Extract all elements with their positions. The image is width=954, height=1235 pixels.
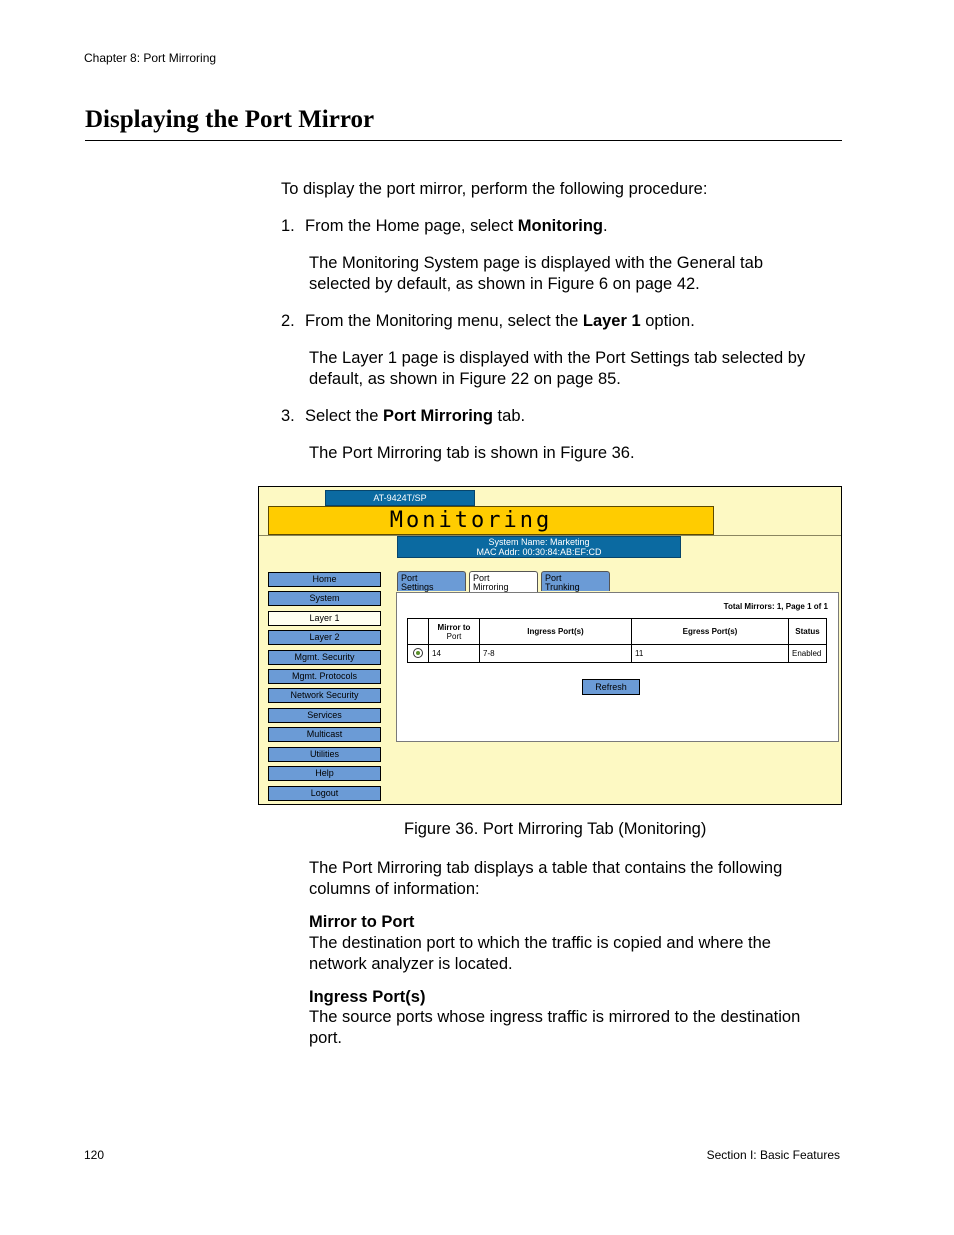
step-1 (281, 216, 608, 237)
tab-label: Port (401, 573, 418, 583)
step-text: Select the (305, 407, 383, 425)
nav-home-button[interactable]: Home (268, 572, 381, 587)
table-row (408, 645, 827, 663)
definition-line: The destination port to which the traffic is copied and where the (309, 934, 771, 952)
definition-line: The source ports whose ingress traffic is mirrored to the destination (309, 1008, 801, 1026)
step-bold: Layer 1 (582, 312, 641, 330)
system-info (397, 536, 681, 558)
nav-network-security-button[interactable]: Network Security (268, 688, 381, 703)
nav-mgmt-protocols-button[interactable]: Mgmt. Protocols (268, 669, 381, 684)
mirror-cell: 14 (429, 645, 480, 663)
step-2-note (309, 348, 805, 390)
mirror-column-header (429, 619, 480, 645)
definition-term: Mirror to Port (309, 913, 415, 931)
section-title: Displaying the Port Mirror (85, 106, 375, 133)
step-text-end: . (603, 217, 608, 235)
nav-multicast-button[interactable]: Multicast (268, 727, 381, 742)
select-cell (408, 645, 429, 663)
page-number: 120 (84, 1148, 105, 1162)
step-bold: Monitoring (517, 217, 603, 235)
ingress-column-header: Ingress Port(s) (480, 619, 632, 645)
step-number: 2. (281, 312, 295, 330)
intro-text: To display the port mirror, perform the following procedure: (281, 180, 708, 198)
tab-label: Trunking (545, 582, 580, 592)
nav-help-button[interactable]: Help (268, 766, 381, 781)
nav-logout-button[interactable]: Logout (268, 786, 381, 801)
header-text: Port (446, 631, 462, 641)
status-column-header: Status (789, 619, 827, 645)
definition-text (309, 933, 771, 975)
step-text-end: option. (640, 312, 695, 330)
definition-line: port. (309, 1029, 343, 1047)
step-text: From the Monitoring menu, select the (305, 312, 583, 330)
description-line: columns of information: (309, 880, 480, 898)
step-2 (281, 311, 695, 332)
step-text: From the Home page, select (305, 217, 518, 235)
step-bold: Port Mirroring (382, 407, 493, 425)
refresh-button[interactable]: Refresh (582, 679, 640, 695)
nav-layer1-button[interactable]: Layer 1 (268, 611, 381, 626)
note-line: The Layer 1 page is displayed with the Port Settings tab selected by (309, 349, 806, 367)
nav-layer2-button[interactable]: Layer 2 (268, 630, 381, 645)
definition-line: network analyzer is located. (309, 955, 513, 973)
port-mirror-panel (396, 592, 839, 742)
title-rule (85, 140, 842, 141)
mac-address: MAC Addr: 00:30:84:AB:EF:CD (476, 547, 602, 557)
figure-caption: Figure 36. Port Mirroring Tab (Monitoring) (404, 820, 707, 838)
step-text-end: tab. (492, 407, 526, 425)
egress-column-header: Egress Port(s) (632, 619, 789, 645)
tab-port-trunking[interactable] (541, 571, 610, 591)
select-column-header (408, 619, 429, 645)
egress-cell: 11 (632, 645, 789, 663)
header-text: Mirror to (437, 622, 471, 632)
monitoring-banner (268, 506, 714, 535)
tab-label: Settings (401, 582, 434, 592)
nav-utilities-button[interactable]: Utilities (268, 747, 381, 762)
tab-label: Mirroring (473, 582, 509, 592)
mirror-table (407, 618, 827, 663)
row-select-radio[interactable] (413, 648, 423, 658)
status-cell: Enabled (789, 645, 827, 663)
step-number: 3. (281, 407, 295, 425)
figure-screenshot (258, 486, 842, 805)
tab-port-settings[interactable] (397, 571, 466, 591)
running-head: Chapter 8: Port Mirroring (84, 51, 217, 65)
definition-term: Ingress Port(s) (309, 988, 426, 1006)
step-3 (281, 406, 525, 427)
definition-text (309, 1007, 800, 1049)
step-3-note: The Port Mirroring tab is shown in Figure 36. (309, 444, 635, 462)
tab-label: Port (545, 573, 562, 583)
tab-port-mirroring[interactable] (469, 571, 538, 593)
footer-section: Section I: Basic Features (706, 1148, 840, 1162)
step-1-note (309, 253, 763, 295)
nav-services-button[interactable]: Services (268, 708, 381, 723)
description (309, 858, 782, 900)
table-header-row (408, 619, 827, 645)
nav-mgmt-security-button[interactable]: Mgmt. Security (268, 650, 381, 665)
note-line: selected by default, as shown in Figure 6 on page 42. (309, 275, 700, 293)
nav-system-button[interactable]: System (268, 591, 381, 606)
model-label: AT-9424T/SP (325, 490, 475, 506)
total-mirrors: Total Mirrors: 1, Page 1 of 1 (723, 602, 828, 611)
step-number: 1. (281, 217, 295, 235)
ingress-cell: 7-8 (480, 645, 632, 663)
banner-text: Monitoring (389, 508, 553, 533)
description-line: The Port Mirroring tab displays a table that contains the following (309, 859, 783, 877)
system-name: System Name: Marketing (488, 537, 590, 547)
note-line: The Monitoring System page is displayed with the General tab (309, 254, 763, 272)
note-line: default, as shown in Figure 22 on page 85. (309, 370, 621, 388)
tab-label: Port (473, 573, 490, 583)
